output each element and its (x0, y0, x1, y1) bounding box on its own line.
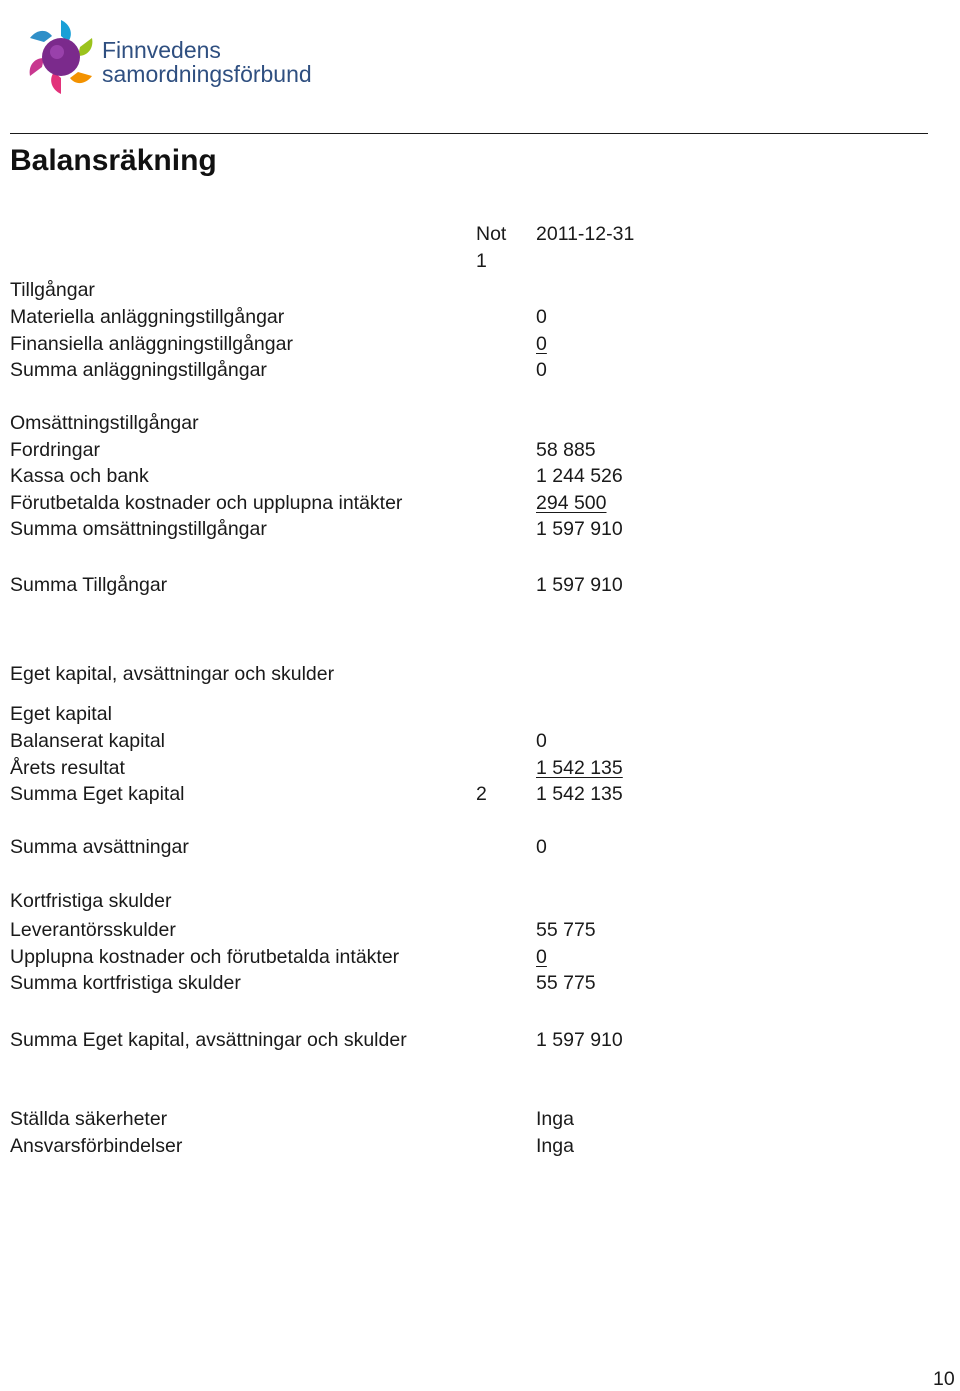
row-label: Summa avsättningar (10, 836, 189, 858)
row-label: Upplupna kostnader och förutbetalda intäkter (10, 946, 400, 968)
assets-total-value: 1 597 910 (536, 574, 623, 596)
row-label: Förutbetalda kostnader och upplupna intäkter (10, 492, 403, 514)
row-label: Leverantörsskulder (10, 919, 176, 941)
row-label: Materiella anläggningstillgångar (10, 306, 285, 328)
row-value: 0 (536, 333, 547, 355)
liabilities-total-value: 1 597 910 (536, 1029, 623, 1051)
row-label: Fordringar (10, 439, 100, 461)
col-header-not: Not (476, 223, 507, 245)
short-term-heading: Kortfristiga skulder (10, 890, 172, 912)
row-value: Inga (536, 1108, 574, 1130)
row-label: Årets resultat (10, 757, 125, 779)
row-label: Summa anläggningstillgångar (10, 359, 267, 381)
row-label: Kassa och bank (10, 465, 149, 487)
equity-heading: Eget kapital (10, 703, 112, 725)
row-value: 0 (536, 359, 547, 381)
logo-line-1: Finnvedens (102, 37, 221, 63)
row-label: Summa omsättningstillgångar (10, 518, 267, 540)
row-label: Ställda säkerheter (10, 1108, 168, 1130)
row-value: 1 597 910 (536, 518, 623, 540)
row-value: 0 (536, 730, 547, 752)
row-value: 58 885 (536, 439, 596, 461)
row-label: Ansvarsförbindelser (10, 1135, 183, 1157)
row-value: 294 500 (536, 492, 607, 514)
assets-total-label: Summa Tillgångar (10, 574, 168, 596)
current-assets-heading: Omsättningstillgångar (10, 412, 199, 434)
row-label: Summa Eget kapital (10, 783, 185, 805)
liabilities-total-label: Summa Eget kapital, avsättningar och skulder (10, 1029, 407, 1051)
col-header-not-number: 1 (476, 250, 487, 272)
logo-emblem-icon (18, 14, 104, 100)
logo-line-2: samordningsförbund (102, 61, 312, 87)
row-value: 0 (536, 836, 547, 858)
row-label: Finansiella anläggningstillgångar (10, 333, 293, 355)
page-number: 10 (933, 1368, 955, 1390)
organization-logo (10, 8, 340, 108)
header-divider (10, 133, 928, 134)
row-value: 1 542 135 (536, 757, 623, 779)
row-note-reference: 2 (476, 783, 487, 805)
row-value: 0 (536, 946, 547, 968)
logo-wordmark (102, 38, 312, 86)
row-value: 0 (536, 306, 547, 328)
row-value: 1 244 526 (536, 465, 623, 487)
row-label: Summa kortfristiga skulder (10, 972, 241, 994)
row-value: 1 542 135 (536, 783, 623, 805)
assets-heading: Tillgångar (10, 279, 95, 301)
liabilities-heading: Eget kapital, avsättningar och skulder (10, 663, 335, 685)
row-value: Inga (536, 1135, 574, 1157)
row-value: 55 775 (536, 919, 596, 941)
page-title: Balansräkning (10, 144, 217, 177)
row-label: Balanserat kapital (10, 730, 166, 752)
row-value: 55 775 (536, 972, 596, 994)
col-header-date: 2011-12-31 (536, 223, 635, 245)
